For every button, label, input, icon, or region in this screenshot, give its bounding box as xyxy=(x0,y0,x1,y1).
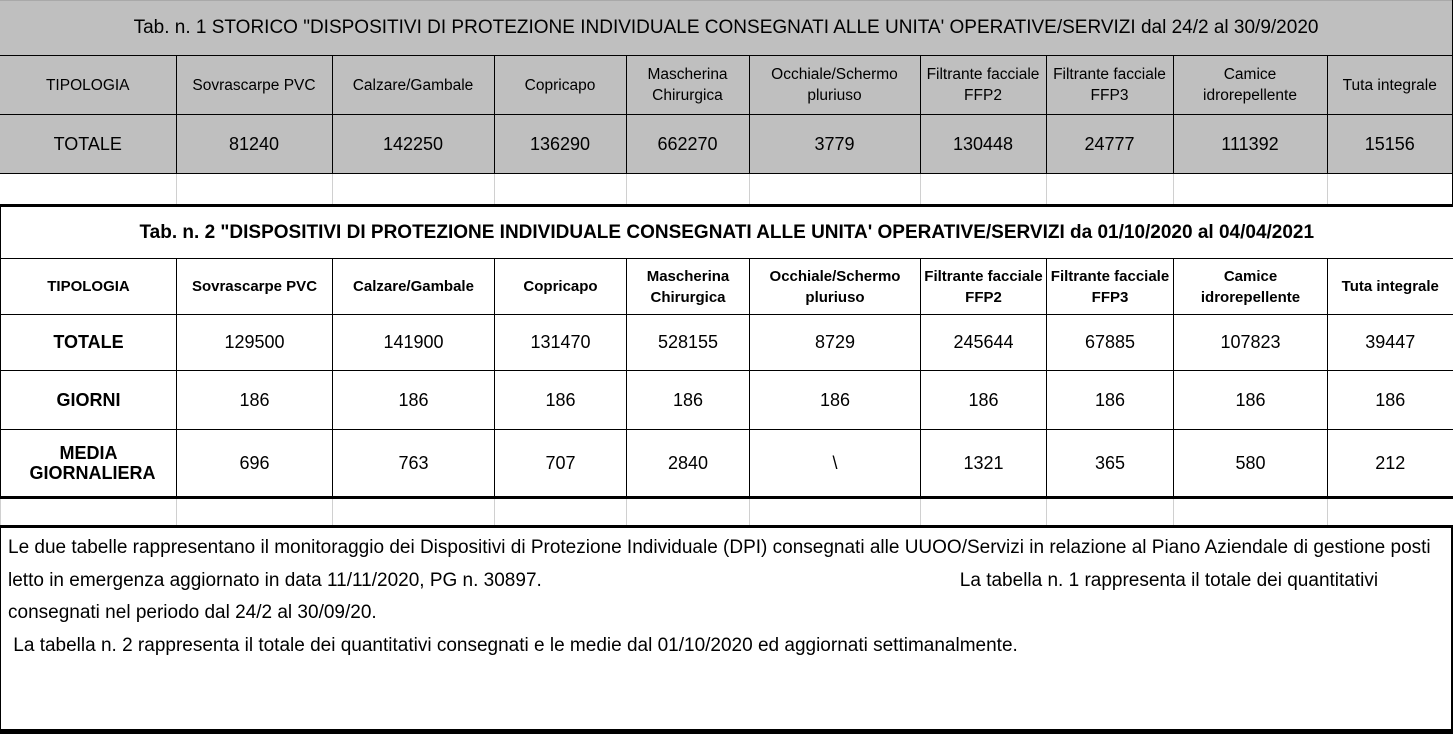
table1-column-header: Calzare/Gambale xyxy=(332,56,494,115)
table2-value-cell: 131470 xyxy=(495,315,627,371)
table2-column-header: Filtrante facciale FFP3 xyxy=(1047,259,1174,315)
table2-spacer-cell xyxy=(921,498,1047,526)
notes-block xyxy=(0,525,1453,734)
table1-value-cell: 662270 xyxy=(626,115,749,174)
table1-value-cell: 15156 xyxy=(1327,115,1453,174)
table2-value-cell: 2840 xyxy=(627,430,750,498)
table2-value-cell: 186 xyxy=(1174,371,1328,430)
table2-spacer-cell xyxy=(627,498,750,526)
table2-column-header: Tuta integrale xyxy=(1328,259,1453,315)
table2-spacer-cell xyxy=(750,498,921,526)
table-current-dpi xyxy=(0,204,1453,525)
table1-value-cell: 24777 xyxy=(1046,115,1173,174)
table2-row-label xyxy=(1,430,177,498)
table2-value-cell: 580 xyxy=(1174,430,1328,498)
table2-value-cell: 707 xyxy=(495,430,627,498)
table1-spacer-cell xyxy=(1173,174,1327,205)
table2-spacer-cell xyxy=(1,498,177,526)
table2-value-cell: 141900 xyxy=(333,315,495,371)
table2-value-cell: 186 xyxy=(177,371,333,430)
table2-value-cell: 186 xyxy=(333,371,495,430)
table1-column-header: Occhiale/Schermo pluriuso xyxy=(749,56,920,115)
table1-value-cell: 142250 xyxy=(332,115,494,174)
table2-column-header: Camice idrorepellente xyxy=(1174,259,1328,315)
table1-column-header: Copricapo xyxy=(494,56,626,115)
table2-value-cell: 8729 xyxy=(750,315,921,371)
table2-spacer-cell xyxy=(1328,498,1453,526)
table1-spacer-cell xyxy=(332,174,494,205)
table2-spacer-cell xyxy=(1174,498,1328,526)
table2-spacer-cell xyxy=(333,498,495,526)
table2-value-cell: 186 xyxy=(921,371,1047,430)
table1-column-header: Filtrante facciale FFP2 xyxy=(920,56,1046,115)
table2-spacer-cell xyxy=(177,498,333,526)
table1-spacer-cell xyxy=(0,174,176,205)
table1-spacer-cell xyxy=(176,174,332,205)
table2-header-tipologia: TIPOLOGIA xyxy=(1,259,177,315)
table2-row-label xyxy=(1,371,177,430)
table2-value-cell: \ xyxy=(750,430,921,498)
table2-value-cell: 186 xyxy=(627,371,750,430)
table2-value-cell: 245644 xyxy=(921,315,1047,371)
table2-spacer-cell xyxy=(1047,498,1174,526)
table1-column-header: Sovrascarpe PVC xyxy=(176,56,332,115)
table2-row-label-text: MEDIA GIORNALIERA xyxy=(30,443,148,483)
table1-spacer-cell xyxy=(1046,174,1173,205)
table1-value-cell: 136290 xyxy=(494,115,626,174)
table1-spacer-cell xyxy=(920,174,1046,205)
table1-title: Tab. n. 1 STORICO "DISPOSITIVI DI PROTEZIONE INDIVIDUALE CONSEGNATI ALLE UNITA' OPERATIVE/SERVIZI dal 24/2 al 30/9/2020 xyxy=(0,1,1453,56)
table2-spacer-cell xyxy=(495,498,627,526)
table2-value-cell: 212 xyxy=(1328,430,1453,498)
notes-text-tabella-1: La tabella n. 1 rappresenta il totale dei quantitativi consegnati nel periodo dal 24/2 al 30/09/20. xyxy=(8,570,1383,624)
table2-row-label-text: GIORNI xyxy=(56,390,120,410)
table1-value-cell: 130448 xyxy=(920,115,1046,174)
table1-value-cell: 3779 xyxy=(749,115,920,174)
table1-column-header: Filtrante facciale FFP3 xyxy=(1046,56,1173,115)
table1-column-header: Mascherina Chirurgica xyxy=(626,56,749,115)
table2-column-header: Occhiale/Schermo pluriuso xyxy=(750,259,921,315)
table1-spacer-cell xyxy=(749,174,920,205)
table2-value-cell: 129500 xyxy=(177,315,333,371)
table2-row-label-text: TOTALE xyxy=(53,332,123,352)
table2-value-cell: 186 xyxy=(1047,371,1174,430)
table1-spacer-cell xyxy=(1327,174,1453,205)
table2-value-cell: 186 xyxy=(1328,371,1453,430)
table1-value-cell: 81240 xyxy=(176,115,332,174)
table1-column-header: Camice idrorepellente xyxy=(1173,56,1327,115)
table2-column-header: Calzare/Gambale xyxy=(333,259,495,315)
table1-spacer-cell xyxy=(494,174,626,205)
table2-value-cell: 107823 xyxy=(1174,315,1328,371)
table1-column-header: Tuta integrale xyxy=(1327,56,1453,115)
table1-header-tipologia: TIPOLOGIA xyxy=(0,56,176,115)
table2-value-cell: 528155 xyxy=(627,315,750,371)
table2-value-cell: 67885 xyxy=(1047,315,1174,371)
table2-value-cell: 696 xyxy=(177,430,333,498)
table2-value-cell: 365 xyxy=(1047,430,1174,498)
table1-spacer-cell xyxy=(626,174,749,205)
table2-value-cell: 39447 xyxy=(1328,315,1453,371)
table2-value-cell: 186 xyxy=(495,371,627,430)
table2-column-header: Sovrascarpe PVC xyxy=(177,259,333,315)
table2-column-header: Filtrante facciale FFP2 xyxy=(921,259,1047,315)
notes-text-monitoraggio: Le due tabelle rappresentano il monitoraggio dei Dispositivi di Protezione Individuale (DPI) consegnati alle UUOO/Servizi in relazione al Piano Aziendale di gestione posti letto in emergenza aggiornato in data 11/11/2020, PG n. 30897. xyxy=(8,537,1436,591)
notes-paragraph-2: La tabella n. 2 rappresenta il totale dei quantitativi consegnati e le medie dal 01/10/2020 ed aggiornati settimanalmente. xyxy=(8,630,1444,663)
table2-column-header: Mascherina Chirurgica xyxy=(627,259,750,315)
table-storico-dpi xyxy=(0,0,1453,204)
table2-column-header: Copricapo xyxy=(495,259,627,315)
table2-value-cell: 763 xyxy=(333,430,495,498)
notes-paragraph-1 xyxy=(8,532,1444,630)
table1-row-label xyxy=(0,115,176,174)
table2-value-cell: 186 xyxy=(750,371,921,430)
table2-title: Tab. n. 2 "DISPOSITIVI DI PROTEZIONE INDIVIDUALE CONSEGNATI ALLE UNITA' OPERATIVE/SERVIZI da 01/10/2020 al 04/04/2021 xyxy=(1,206,1453,259)
table1-row-label-text: TOTALE xyxy=(54,134,122,154)
table2-row-label xyxy=(1,315,177,371)
table1-value-cell: 111392 xyxy=(1173,115,1327,174)
table2-value-cell: 1321 xyxy=(921,430,1047,498)
